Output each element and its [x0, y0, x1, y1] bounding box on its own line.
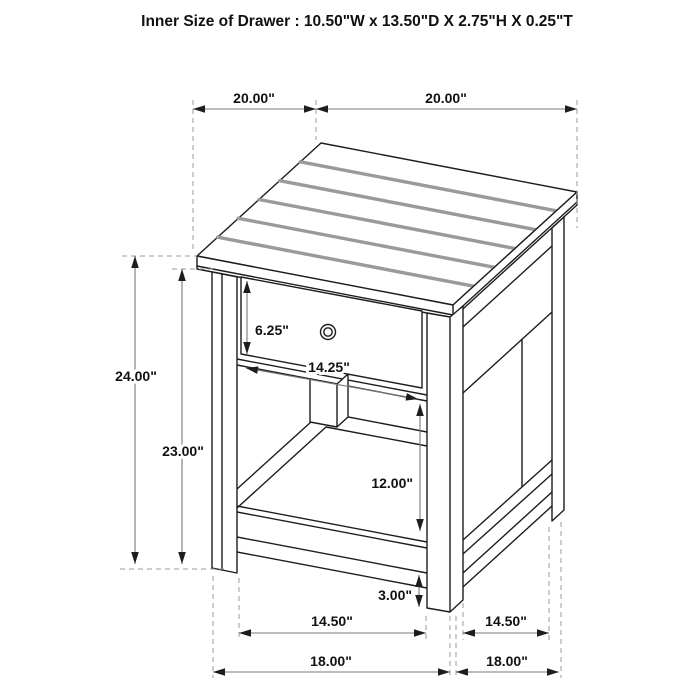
dimension-arrowhead — [193, 105, 205, 113]
table-drawing — [197, 143, 577, 612]
dimension-arrowhead — [565, 105, 577, 113]
diagram-title: Inner Size of Drawer : 10.50"W x 13.50"D X 2.75"H X 0.25"T — [141, 13, 573, 30]
dimension-arrowhead — [178, 269, 186, 281]
dimension-arrowhead — [547, 668, 559, 676]
dimension-arrowhead — [131, 256, 139, 268]
dim-label-side-leg-spacing: 14.50" — [485, 613, 527, 629]
dimension-arrowhead — [304, 105, 316, 113]
dim-label-overall-depth: 18.00" — [486, 653, 528, 669]
dimension-arrowhead — [415, 575, 423, 587]
dim-label-tabletop-width: 20.00" — [233, 90, 275, 106]
dim-label-front-leg-spacing: 14.50" — [311, 613, 353, 629]
dimension-arrowhead — [178, 552, 186, 564]
front-left-leg — [212, 272, 237, 573]
dimension-arrowhead — [414, 629, 426, 637]
dimension-arrowhead — [537, 629, 549, 637]
dim-label-shelf-clearance: 12.00" — [371, 475, 413, 491]
dimension-arrowhead — [416, 404, 424, 416]
dim-label-drawer-face-width: 14.25" — [308, 359, 350, 375]
center-support-block — [310, 374, 348, 427]
dimension-arrowhead — [213, 668, 225, 676]
dimension-arrowhead — [463, 629, 475, 637]
dimension-arrowhead — [239, 629, 251, 637]
dim-label-base-height: 23.00" — [162, 443, 204, 459]
dimension-arrowhead — [438, 668, 450, 676]
dimension-arrowhead — [316, 105, 328, 113]
front-right-leg — [427, 306, 463, 612]
dimension-arrowhead — [131, 552, 139, 564]
dim-label-overall-height: 24.00" — [115, 368, 157, 384]
dimension-arrowhead — [456, 668, 468, 676]
dim-label-stretcher-to-floor: 3.00" — [378, 587, 412, 603]
dim-label-drawer-face-height: 6.25" — [255, 322, 289, 338]
shelf-front-edges — [237, 506, 427, 588]
dim-label-overall-width: 18.00" — [310, 653, 352, 669]
dim-label-tabletop-depth: 20.00" — [425, 90, 467, 106]
dimension-arrowhead — [416, 519, 424, 531]
back-right-leg — [552, 217, 564, 521]
dimension-arrowhead — [415, 595, 423, 607]
